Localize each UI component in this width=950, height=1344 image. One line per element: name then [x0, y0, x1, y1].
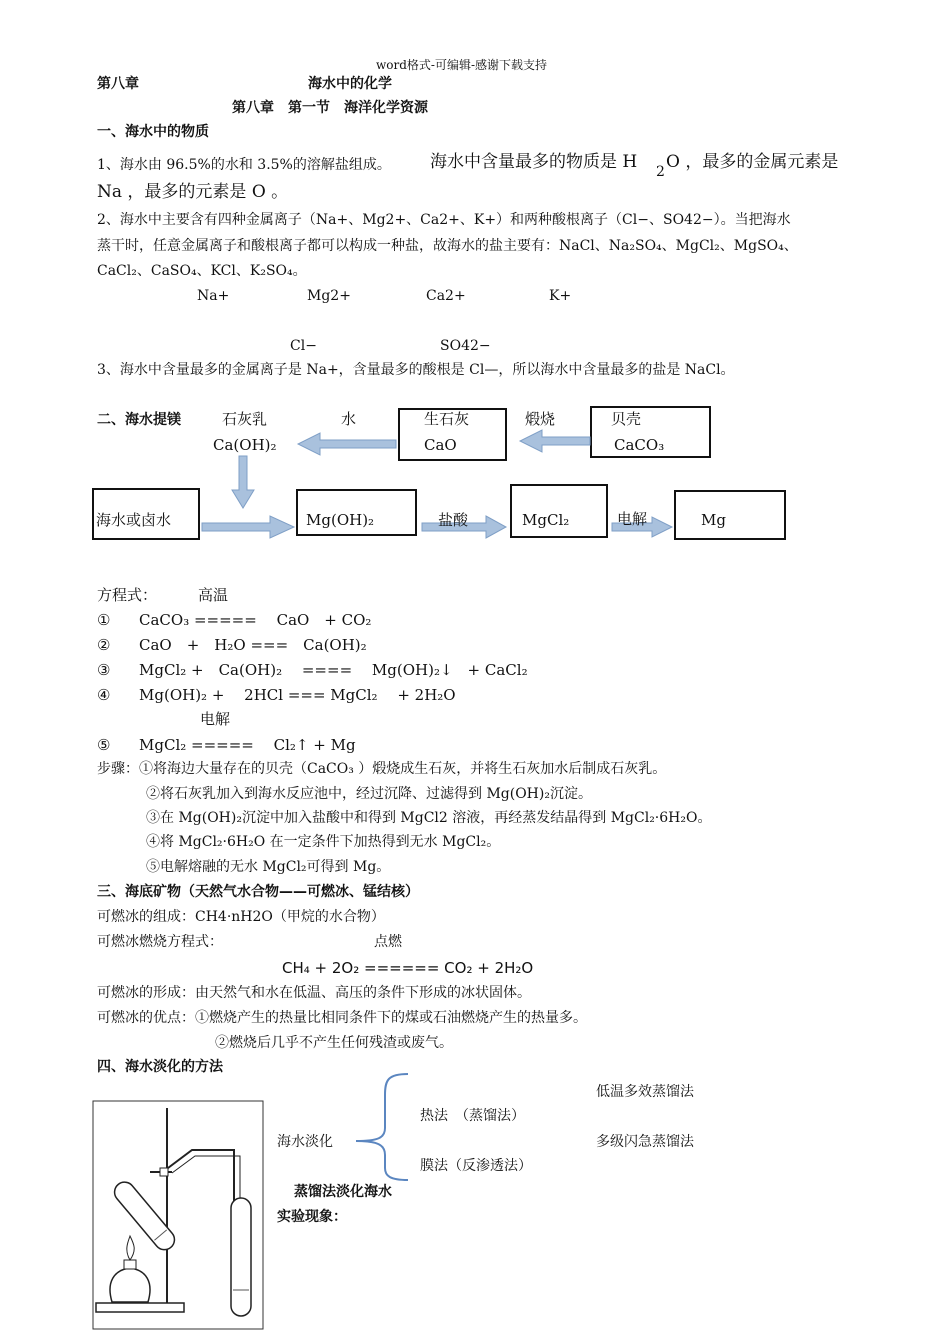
method-low-temp: 低温多效蒸馏法 — [596, 1084, 694, 1100]
label-mg: Mg — [701, 511, 726, 529]
label-quicklime: 生石灰 — [424, 410, 470, 428]
s4-heading: 四、海水淡化的方法 — [97, 1059, 223, 1075]
s1-p2b: 蒸干时，任意金属离子和酸根离子都可以构成一种盐，故海水的盐主要有：NaCl、Na₂SO₄、MgCl₂、MgSO₄、 — [97, 238, 798, 254]
eq1-no: ① — [97, 611, 111, 629]
eq3-text: MgCl₂ + Ca(OH)₂ ==== Mg(OH)₂↓ + CaCl₂ — [139, 661, 528, 679]
step-4: ④将 MgCl₂·6H₂O 在一定条件下加热得到无水 MgCl₂。 — [146, 834, 501, 850]
label-limewater: 石灰乳 — [222, 410, 268, 428]
label-shell-formula: CaCO₃ — [614, 436, 665, 454]
label-shell: 贝壳 — [611, 410, 642, 428]
method-thermal: 热法 （蒸馏法） — [420, 1108, 525, 1124]
page-header: word格式-可编辑-感谢下载支持 — [376, 58, 548, 72]
method-membrane: 膜法（反渗透法） — [420, 1158, 532, 1174]
label-water: 水 — [341, 410, 357, 428]
eq5-no: ⑤ — [97, 736, 111, 754]
step-3: ③在 Mg(OH)₂沉淀中加入盐酸中和得到 MgCl2 溶液，再经蒸发结晶得到 MgCl₂·6H₂O。 — [146, 810, 712, 826]
condition-electrolysis: 电解 — [200, 710, 231, 728]
label-electrolysis: 电解 — [617, 510, 648, 528]
s1-p1c: O ，最多的金属元素是 — [666, 152, 839, 172]
s3-formation: 可燃冰的形成：由天然气和水在低温、高压的条件下形成的冰状固体。 — [97, 985, 531, 1001]
s3-combustion-label: 可燃冰燃烧方程式： — [97, 934, 223, 950]
s1-p2c: CaCl₂、CaSO₄、KCl、K₂SO₄。 — [97, 263, 307, 279]
s2-heading: 二、海水提镁 — [97, 412, 181, 428]
s3-heading: 三、海底矿物（天然气水合物——可燃冰、锰结核） — [97, 884, 419, 900]
cation-k: K+ — [549, 288, 572, 304]
condition-high-temp: 高温 — [198, 586, 229, 604]
s1-p2a: 2、海水中主要含有四种金属离子（Na+、Mg2+、Ca2+、K+）和两种酸根离子（Cl−、SO42−）。当把海水 — [97, 212, 791, 228]
section-title: 第八章 第一节 海洋化学资源 — [232, 100, 428, 116]
eq4-no: ④ — [97, 686, 111, 704]
eq4-text: Mg(OH)₂ + 2HCl === MgCl₂ + 2H₂O — [139, 686, 456, 704]
eq2-no: ② — [97, 636, 111, 654]
chapter-label: 第八章 — [97, 76, 139, 92]
method-flash: 多级闪急蒸馏法 — [596, 1134, 694, 1150]
s1-p1a: 1、海水由 96.5%的水和 3.5%的溶解盐组成。 — [97, 157, 391, 173]
cation-na: Na+ — [197, 288, 230, 304]
label-seawater: 海水或卤水 — [96, 511, 172, 529]
step-1: 步骤：①将海边大量存在的贝壳（CaCO₃ ）煅烧成生石灰，并将生石灰加水后制成石灰乳。 — [97, 761, 667, 777]
s3-ignite: 点燃 — [374, 934, 402, 950]
phenomenon-label: 实验现象： — [277, 1209, 347, 1225]
label-calcine: 煅烧 — [525, 410, 556, 428]
cation-ca: Ca2+ — [426, 288, 466, 304]
equation-label: 方程式： — [97, 586, 158, 604]
label-quicklime-formula: CaO — [424, 436, 457, 454]
s1-p3: 3、海水中含量最多的金属离子是 Na+，含量最多的酸根是 Cl—，所以海水中含量最多的盐是 NaCl。 — [97, 362, 735, 378]
eq1-text: CaCO₃ ===== CaO + CO₂ — [139, 611, 372, 629]
s3-composition: 可燃冰的组成：CH4·nH2O（甲烷的水合物） — [97, 909, 385, 925]
step-5: ⑤电解熔融的无水 MgCl₂可得到 Mg。 — [146, 859, 391, 875]
step-2: ②将石灰乳加入到海水反应池中，经过沉降、过滤得到 Mg(OH)₂沉淀。 — [146, 786, 592, 802]
desalination-root: 海水淡化 — [277, 1134, 333, 1150]
anion-cl: Cl− — [290, 338, 317, 354]
eq2-text: CaO + H₂O === Ca(OH)₂ — [139, 636, 367, 654]
s1-p1-sub: 2 — [656, 164, 665, 180]
distill-title: 蒸馏法淡化海水 — [294, 1184, 392, 1200]
s3-adv2: ②燃烧后几乎不产生任何残渣或废气。 — [215, 1035, 453, 1051]
s1-heading: 一、海水中的物质 — [97, 124, 209, 140]
eq3-no: ③ — [97, 661, 111, 679]
anion-so4: SO42− — [440, 338, 491, 354]
eq5-text: MgCl₂ ===== Cl₂↑ + Mg — [139, 736, 356, 754]
label-mgcl2: MgCl₂ — [522, 511, 570, 529]
s3-equation: CH₄ + 2O₂ ====== CO₂ + 2H₂O — [282, 959, 534, 977]
s1-p1d: Na ，最多的元素是 O 。 — [97, 182, 289, 202]
chapter-title: 海水中的化学 — [308, 76, 392, 92]
cation-mg: Mg2+ — [307, 288, 351, 304]
label-hcl: 盐酸 — [438, 511, 469, 529]
s3-adv1: 可燃冰的优点：①燃烧产生的热量比相同条件下的煤或石油燃烧产生的热量多。 — [97, 1010, 587, 1026]
s1-p1b: 海水中含量最多的物质是 H — [430, 152, 638, 172]
label-limewater-formula: Ca(OH)₂ — [213, 436, 277, 454]
label-mgoh2: Mg(OH)₂ — [306, 511, 375, 529]
